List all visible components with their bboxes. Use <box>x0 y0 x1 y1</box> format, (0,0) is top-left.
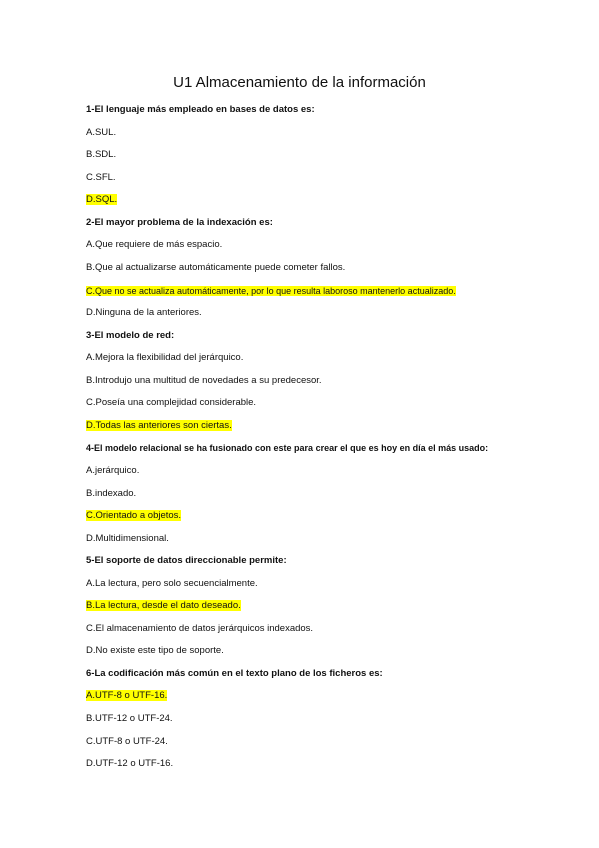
highlighted-answer: D.Todas las anteriores son ciertas. <box>86 420 232 431</box>
option-text: D.Ninguna de la anteriores. <box>86 307 202 318</box>
question-4-option-a <box>86 465 139 477</box>
option-text: A.Mejora la flexibilidad del jerárquico. <box>86 352 244 363</box>
option-text: B.UTF-12 o UTF-24. <box>86 713 173 724</box>
question-1-option-b <box>86 149 116 161</box>
option-text: C.El almacenamiento de datos jerárquicos indexados. <box>86 623 314 634</box>
option-text: D.UTF-12 o UTF-16. <box>86 758 174 769</box>
highlighted-answer: D.SQL. <box>86 194 118 205</box>
question-5-option-b <box>86 600 241 612</box>
question-2-option-d <box>86 307 202 319</box>
document-title: U1 Almacenamiento de la información <box>173 74 426 91</box>
question-6-option-c <box>86 736 168 748</box>
option-text: B.Introdujo una multitud de novedades a su predecesor. <box>86 375 322 386</box>
question-6-option-a <box>86 690 167 702</box>
option-text: A.SUL. <box>86 127 117 138</box>
question-1-option-a <box>86 127 116 139</box>
question-1-option-c <box>86 172 116 184</box>
option-text: D.Multidimensional. <box>86 533 169 544</box>
question-5-option-a <box>86 578 258 590</box>
question-6: 6-La codificación más común en el texto plano de los ficheros es: <box>86 668 383 679</box>
highlighted-answer: C.Orientado a objetos. <box>86 510 182 521</box>
question-4-option-c <box>86 510 181 522</box>
option-text: C.UTF-8 o UTF-24. <box>86 736 168 747</box>
question-4: 4-El modelo relacional se ha fusionado con este para crear el que es hoy en día el más usado: <box>86 443 489 453</box>
option-text: D.No existe este tipo de soporte. <box>86 645 224 656</box>
question-3-option-b <box>86 375 322 387</box>
question-5-option-c <box>86 623 313 635</box>
option-text: A.jerárquico. <box>86 465 140 476</box>
question-4-option-b <box>86 488 136 500</box>
option-text: B.SDL. <box>86 149 117 160</box>
question-3-option-a <box>86 352 243 364</box>
option-text: C.SFL. <box>86 172 116 183</box>
question-1: 1-El lenguaje más empleado en bases de datos es: <box>86 104 315 115</box>
question-3-option-c <box>86 397 256 409</box>
option-text: A.La lectura, pero solo secuencialmente. <box>86 578 258 589</box>
option-text: B.Que al actualizarse automáticamente puede cometer fallos. <box>86 262 346 273</box>
question-6-option-d <box>86 758 173 770</box>
question-1-option-d <box>86 194 117 206</box>
question-3-option-d <box>86 420 232 432</box>
highlighted-answer: A.UTF-8 o UTF-16. <box>86 690 168 701</box>
question-2-option-b <box>86 262 345 274</box>
question-5: 5-El soporte de datos direccionable permite: <box>86 555 287 566</box>
question-2-option-c <box>86 285 456 297</box>
question-2-option-a <box>86 239 222 251</box>
option-text: C.Poseía una complejidad considerable. <box>86 397 257 408</box>
option-text: A.Que requiere de más espacio. <box>86 239 223 250</box>
option-text: B.indexado. <box>86 488 137 499</box>
question-2: 2-El mayor problema de la indexación es: <box>86 217 273 228</box>
question-3: 3-El modelo de red: <box>86 330 175 341</box>
highlighted-answer: C.Que no se actualiza automáticamente, por lo que resulta laboroso mantenerlo actualizado. <box>86 286 456 296</box>
question-4-option-d <box>86 533 169 545</box>
highlighted-answer: B.La lectura, desde el dato deseado. <box>86 600 241 611</box>
question-5-option-d <box>86 645 224 657</box>
question-6-option-b <box>86 713 173 725</box>
